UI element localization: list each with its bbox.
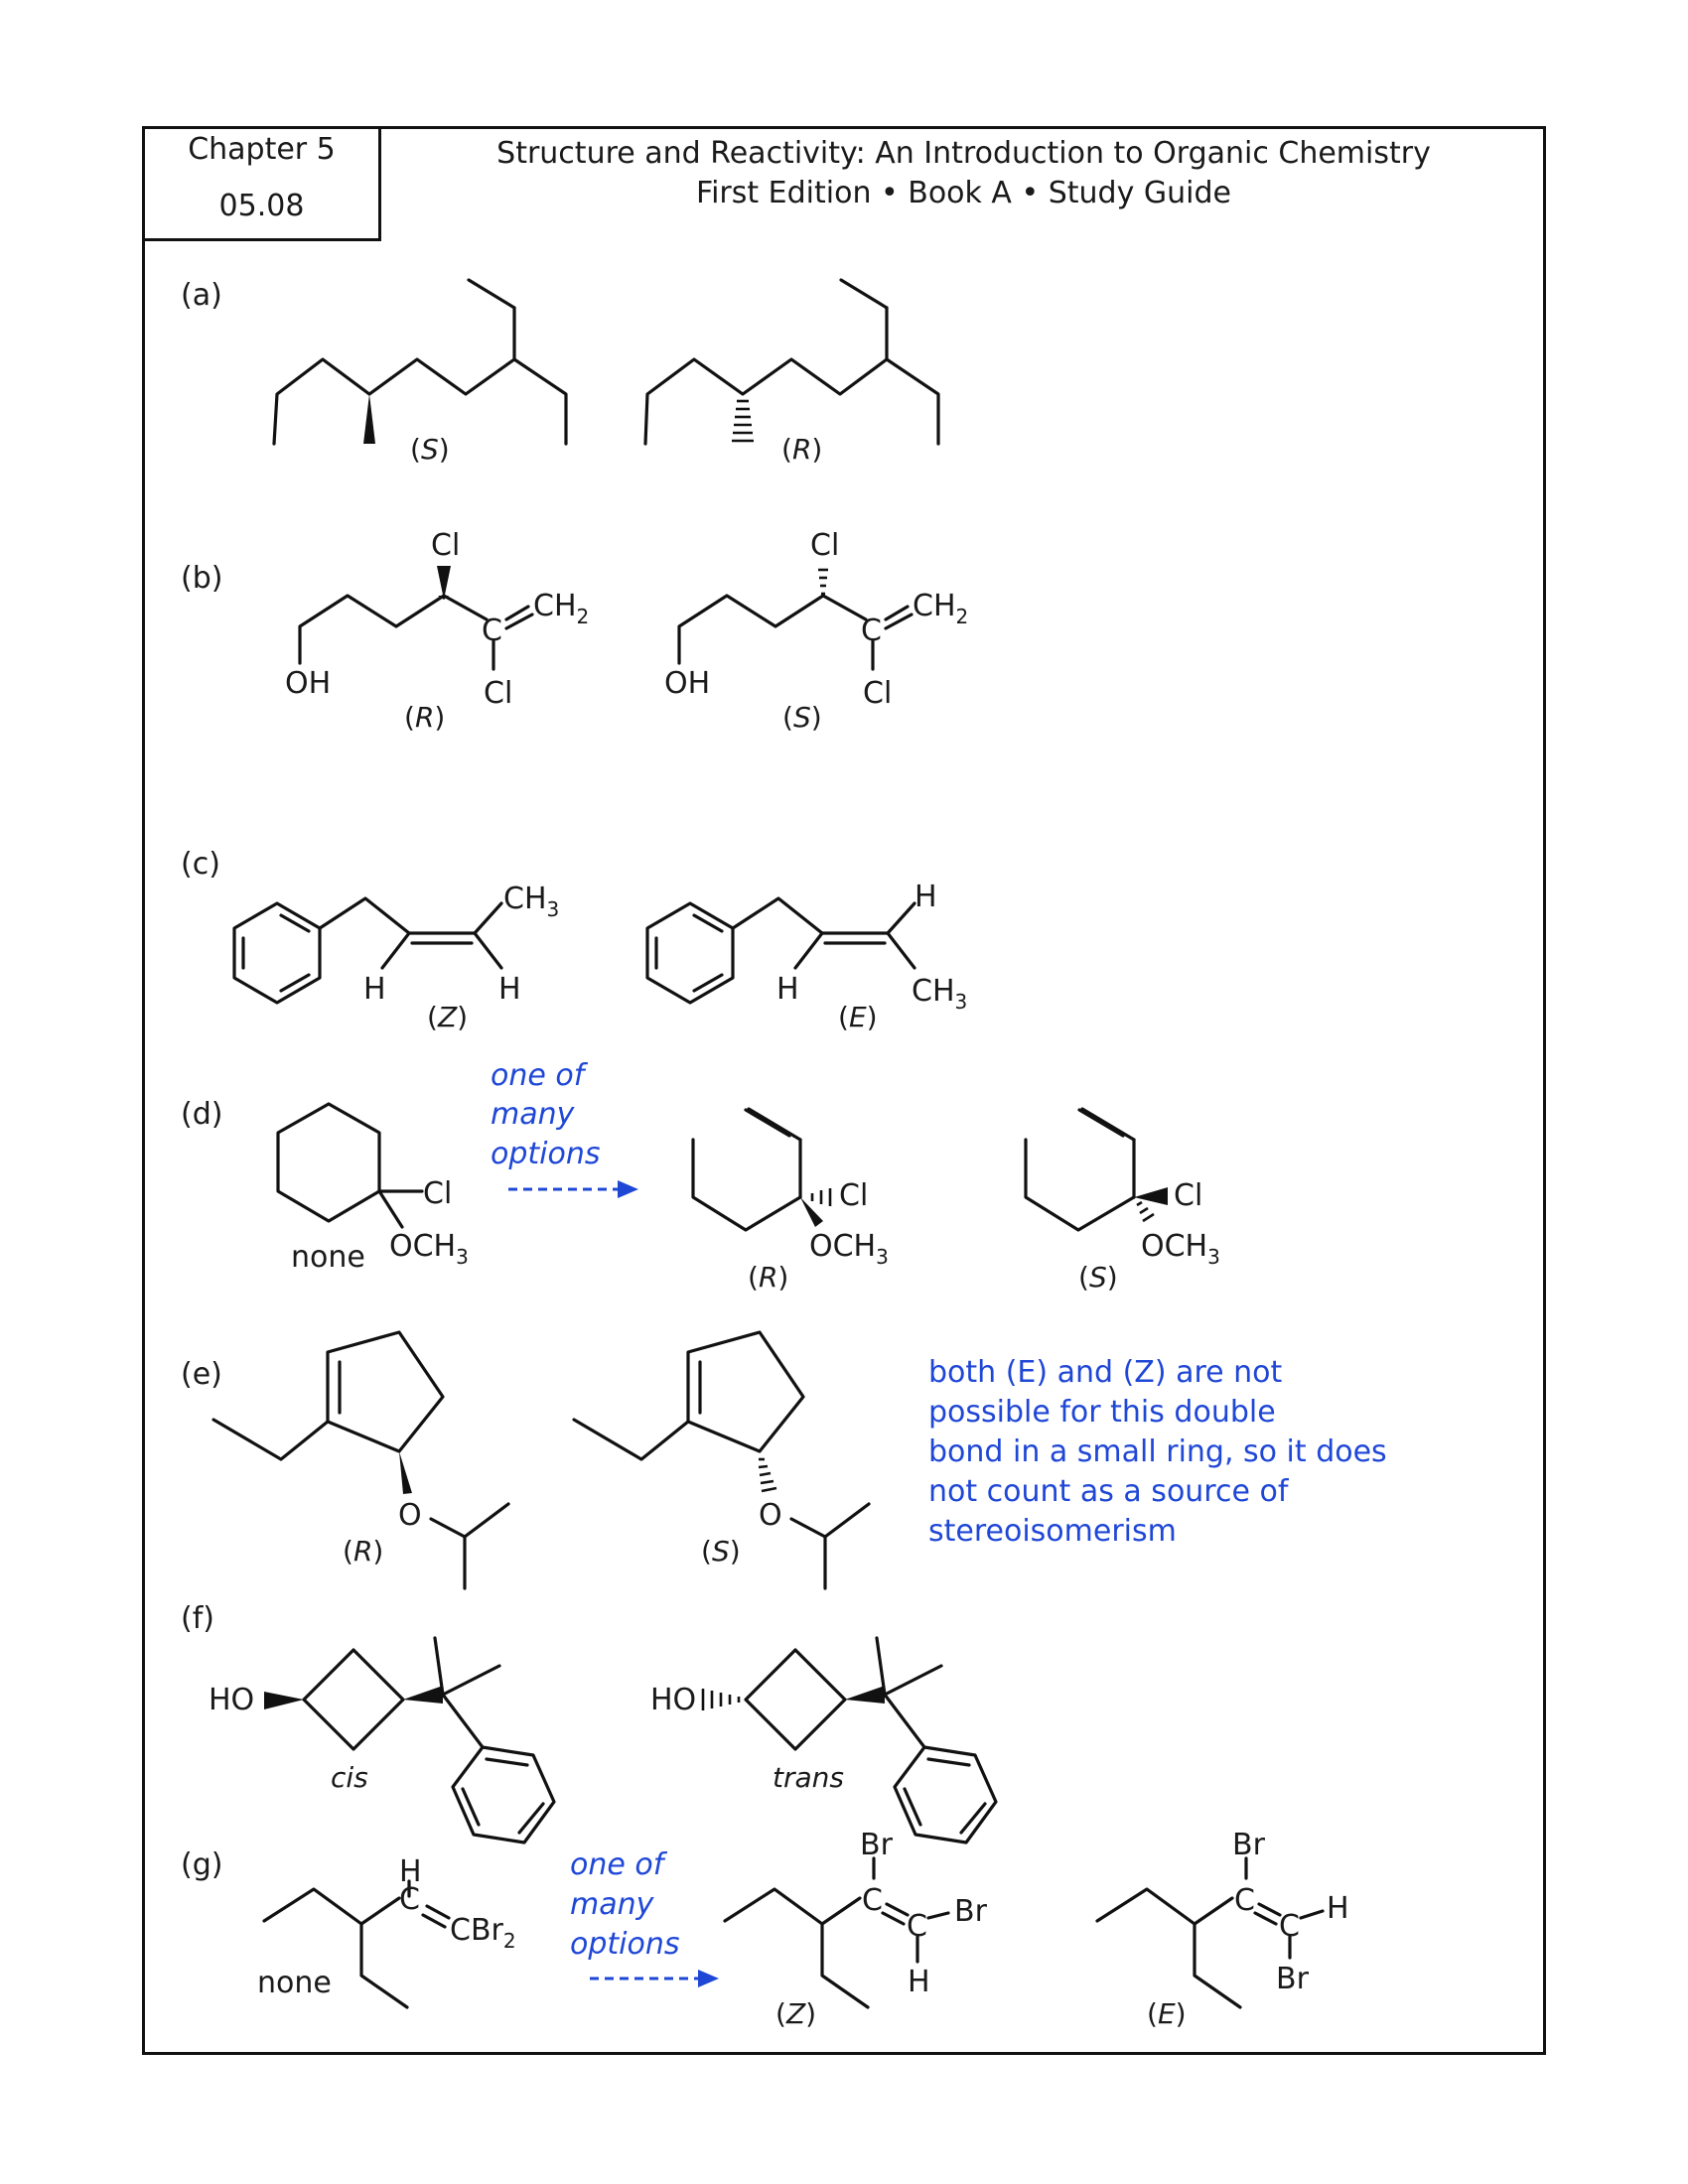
atom-och3: $OCH_3$ bbox=[809, 1229, 889, 1269]
part-f-right-config: trans bbox=[773, 1761, 844, 1794]
atom-c: C bbox=[907, 1909, 927, 1944]
wedge-bond bbox=[264, 1692, 304, 1709]
part-d-left-config: (R) bbox=[748, 1261, 789, 1294]
part-a-left-config: (S) bbox=[410, 433, 450, 466]
atom-cl: Cl bbox=[431, 528, 461, 563]
part-c-right-config: (E) bbox=[838, 1001, 878, 1033]
hash-bond bbox=[703, 1689, 739, 1710]
wedge-bond bbox=[363, 394, 375, 444]
atom-cl: Cl bbox=[423, 1176, 453, 1211]
atom-br: Br bbox=[1276, 1962, 1309, 1996]
atom-ho: HO bbox=[209, 1683, 255, 1717]
part-d-left-structure bbox=[693, 1109, 830, 1230]
atom-h: H bbox=[914, 880, 937, 914]
part-g-right-config: (E) bbox=[1147, 1997, 1187, 2030]
part-b-label: (b) bbox=[181, 561, 223, 596]
part-g-start-config: none bbox=[257, 1966, 332, 2000]
part-b-left-config: (R) bbox=[404, 701, 446, 734]
part-d-note-line3: options bbox=[491, 1137, 601, 1171]
atom-oh: OH bbox=[664, 666, 711, 701]
part-g-note-line2: many bbox=[570, 1887, 654, 1922]
atom-ch2: $CH_2$ bbox=[913, 589, 969, 628]
part-a-label: (a) bbox=[181, 278, 222, 313]
part-e-note-line5: stereoisomerism bbox=[928, 1514, 1177, 1549]
atom-cbr2: CBr$_2$ bbox=[450, 1913, 516, 1953]
part-a-right-structure bbox=[645, 280, 938, 444]
atom-h: H bbox=[776, 972, 799, 1007]
atom-cl: Cl bbox=[484, 676, 513, 711]
atom-br: Br bbox=[1232, 1828, 1265, 1862]
book-title: Structure and Reactivity: An Introduction to Organic Chemistry bbox=[496, 136, 1431, 171]
atom-cl: Cl bbox=[839, 1178, 869, 1213]
part-e-note-line3: bond in a small ring, so it does bbox=[928, 1434, 1387, 1469]
atom-h: H bbox=[498, 972, 521, 1007]
atom-c: C bbox=[1279, 1909, 1300, 1944]
atom-ch3: $CH_3$ bbox=[912, 974, 968, 1014]
atom-ch2: $CH_2$ bbox=[533, 589, 590, 628]
part-e-note-line4: not count as a source of bbox=[928, 1474, 1289, 1509]
atom-h: H bbox=[908, 1965, 930, 1999]
part-f-label: (f) bbox=[181, 1601, 214, 1636]
part-d-note-line1: one of bbox=[491, 1058, 585, 1093]
wedge-bond bbox=[437, 566, 451, 600]
part-c-label: (c) bbox=[181, 847, 220, 882]
part-a-left-structure bbox=[274, 280, 566, 444]
part-g-arrow bbox=[590, 1970, 719, 1987]
part-f-left-config: cis bbox=[331, 1761, 368, 1794]
chapter-label: Chapter 5 bbox=[188, 132, 336, 167]
part-d-start-structure bbox=[278, 1104, 422, 1227]
atom-cl: Cl bbox=[863, 676, 893, 711]
hash-bond bbox=[759, 1459, 776, 1491]
part-f-left-structure bbox=[264, 1638, 554, 1843]
wedge-bond bbox=[403, 1686, 443, 1704]
atom-h: H bbox=[363, 972, 386, 1007]
atom-o: O bbox=[398, 1498, 422, 1533]
part-d-right-config: (S) bbox=[1078, 1261, 1118, 1294]
atom-och3: $OCH_3$ bbox=[1141, 1229, 1220, 1269]
atom-ch3: $CH_3$ bbox=[503, 882, 560, 921]
wedge-bond bbox=[800, 1197, 823, 1227]
atom-oh: OH bbox=[285, 666, 332, 701]
part-e-label: (e) bbox=[181, 1357, 222, 1392]
section-number: 05.08 bbox=[218, 189, 305, 223]
atom-c: C bbox=[861, 614, 882, 648]
part-e-left-config: (R) bbox=[343, 1535, 384, 1568]
atom-cl: Cl bbox=[810, 528, 840, 563]
atom-ho: HO bbox=[650, 1683, 697, 1717]
part-g-note-line3: options bbox=[570, 1927, 680, 1962]
part-f-right-structure bbox=[703, 1638, 996, 1843]
part-g-note-line1: one of bbox=[570, 1847, 664, 1882]
hash-bond bbox=[812, 1188, 830, 1206]
atom-c: C bbox=[862, 1883, 883, 1918]
hash-bond bbox=[818, 570, 828, 594]
atom-h: H bbox=[399, 1854, 422, 1889]
part-a-right-config: (R) bbox=[781, 433, 823, 466]
atom-br: Br bbox=[860, 1828, 893, 1862]
wedge-bond bbox=[845, 1686, 885, 1704]
atom-c: C bbox=[399, 1882, 420, 1917]
atom-cl: Cl bbox=[1174, 1178, 1203, 1213]
part-c-left-config: (Z) bbox=[427, 1001, 469, 1033]
atom-o: O bbox=[759, 1498, 782, 1533]
part-e-note bbox=[928, 1355, 1387, 1549]
part-e-note-line1: both (E) and (Z) are not bbox=[928, 1355, 1283, 1390]
hash-bond bbox=[732, 401, 754, 441]
part-d-right-structure bbox=[1026, 1109, 1168, 1230]
atom-c: C bbox=[482, 614, 502, 648]
part-d-label: (d) bbox=[181, 1097, 223, 1132]
part-g-label: (g) bbox=[181, 1847, 223, 1882]
atom-h: H bbox=[1327, 1891, 1349, 1926]
part-e-note-line2: possible for this double bbox=[928, 1395, 1276, 1430]
part-d-note-line2: many bbox=[491, 1097, 575, 1132]
book-subtitle: First Edition • Book A • Study Guide bbox=[696, 176, 1231, 210]
hash-bond bbox=[1137, 1202, 1154, 1221]
atom-och3: $OCH_3$ bbox=[389, 1229, 469, 1269]
wedge-bond bbox=[399, 1451, 412, 1494]
atom-c: C bbox=[1234, 1883, 1255, 1918]
part-b-right-config: (S) bbox=[782, 701, 822, 734]
atom-br: Br bbox=[954, 1894, 987, 1929]
part-d-start-config: none bbox=[291, 1240, 365, 1275]
part-g-left-config: (Z) bbox=[775, 1997, 817, 2030]
part-e-right-config: (S) bbox=[701, 1535, 741, 1568]
part-d-arrow bbox=[508, 1180, 638, 1198]
